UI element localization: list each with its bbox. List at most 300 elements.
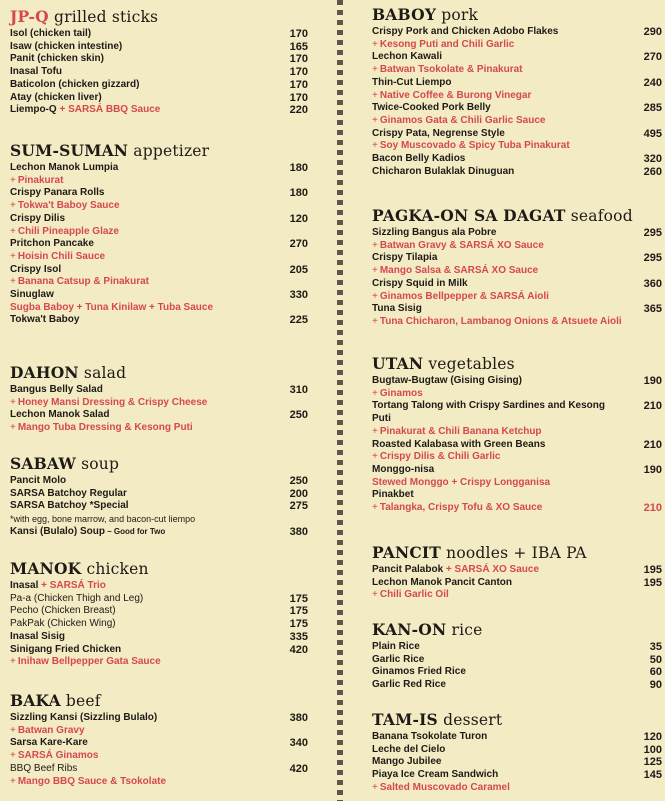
menu-item-name: Sinuglaw bbox=[10, 289, 54, 301]
menu-item-name: Twice-Cooked Pork Belly bbox=[372, 102, 491, 114]
menu-item-name: BBQ Beef Ribs bbox=[10, 762, 78, 774]
menu-item-sauce: + SARSÁ Trio bbox=[41, 580, 106, 591]
note-text: Honey Mansi Dressing & Crispy Cheese bbox=[17, 396, 208, 408]
menu-section-sumsuman bbox=[10, 142, 308, 327]
section-subtitle: seafood bbox=[565, 207, 633, 225]
plus-sign: + bbox=[372, 38, 378, 50]
section-subtitle: vegetables bbox=[423, 355, 515, 373]
menu-item-price: 190 bbox=[643, 463, 662, 476]
menu-item-note bbox=[372, 589, 662, 602]
menu-item bbox=[10, 41, 308, 54]
plus-sign: + bbox=[10, 656, 16, 668]
menu-item-name: Sinigang Fried Chicken bbox=[10, 643, 122, 655]
menu-item-price: 365 bbox=[643, 303, 662, 316]
menu-item bbox=[10, 264, 308, 277]
menu-item-name: Garlic Red Rice bbox=[372, 679, 446, 691]
menu-item-variant: Regular bbox=[86, 487, 127, 499]
menu-item-price: 60 bbox=[649, 666, 662, 679]
menu-item-name: Mango Jubilee bbox=[372, 756, 442, 768]
note-text: Pinakurat bbox=[17, 174, 64, 186]
menu-item-name: SARSA Batchoy Regular bbox=[10, 487, 127, 499]
plus-sign: + bbox=[10, 750, 16, 762]
menu-item-price: 270 bbox=[643, 51, 662, 64]
menu-item-note bbox=[372, 451, 662, 464]
menu-item bbox=[372, 756, 662, 769]
note-text: Talangka, Crispy Tofu & XO Sauce bbox=[379, 502, 543, 514]
menu-item bbox=[10, 384, 308, 397]
menu-item bbox=[10, 92, 308, 105]
plus-sign: + bbox=[372, 315, 378, 327]
menu-item-price: 35 bbox=[649, 641, 662, 653]
menu-column-left bbox=[10, 0, 308, 801]
menu-item-note bbox=[372, 316, 662, 329]
note-text: Stewed Monggo + Crispy Longganisa bbox=[372, 476, 551, 488]
menu-item bbox=[372, 641, 662, 654]
note-text: Inihaw Bellpepper Gata Sauce bbox=[17, 656, 161, 668]
section-heading bbox=[10, 692, 308, 710]
plus-sign: + bbox=[372, 89, 378, 101]
menu-item bbox=[10, 187, 308, 200]
menu-item-price: 330 bbox=[289, 289, 308, 302]
menu-item bbox=[10, 28, 308, 41]
note-text: Tokwa't Baboy Sauce bbox=[17, 200, 120, 212]
menu-item-name: Banana Tsokolate Turon bbox=[372, 731, 488, 742]
section-title: KAN-ON bbox=[372, 620, 447, 639]
menu-item-note bbox=[372, 388, 662, 401]
menu-item-price: 120 bbox=[643, 731, 662, 743]
menu-item-name: Lechon Manok Lumpia bbox=[10, 162, 119, 173]
menu-item-price: 125 bbox=[643, 756, 662, 769]
menu-item-price: 195 bbox=[643, 564, 662, 576]
menu-item bbox=[10, 644, 308, 657]
menu-item-price: 250 bbox=[289, 409, 308, 422]
note-text: Batwan Gravy bbox=[17, 724, 85, 736]
menu-item-name: Piaya Ice Cream Sandwich bbox=[372, 769, 499, 781]
menu-item-sauce: + SARSÁ BBQ Sauce bbox=[59, 104, 161, 116]
menu-item-name: Tortang Talong with Crispy Sardines and Kesong Puti bbox=[372, 400, 605, 425]
menu-item bbox=[10, 66, 308, 79]
menu-item-note bbox=[10, 200, 308, 213]
menu-item-price: 250 bbox=[289, 475, 308, 487]
section-title: BAKA bbox=[10, 691, 61, 710]
menu-item-name: Pancit Palabok + SARSÁ XO Sauce bbox=[372, 564, 540, 575]
menu-item-price: 175 bbox=[289, 605, 308, 618]
menu-item-note bbox=[10, 276, 308, 289]
plus-sign: + bbox=[372, 502, 378, 514]
menu-item-name: Isaw (chicken intestine) bbox=[10, 40, 123, 52]
menu-item-name: Panit (chicken skin) bbox=[10, 53, 104, 65]
menu-item-name: Chicharon Bulaklak Dinuguan bbox=[372, 165, 515, 177]
menu-item-price: 270 bbox=[289, 238, 308, 251]
menu-item-price: 380 bbox=[289, 712, 308, 724]
section-title: PANCIT bbox=[372, 543, 442, 562]
menu-item bbox=[10, 314, 308, 327]
menu-item-note bbox=[372, 140, 662, 153]
menu-item-note bbox=[372, 115, 662, 128]
menu-item-name: Crispy Dilis bbox=[10, 212, 66, 224]
section-title: DAHON bbox=[10, 363, 79, 382]
menu-section-pancit bbox=[372, 544, 662, 602]
menu-item bbox=[372, 153, 662, 166]
menu-item bbox=[10, 737, 308, 750]
menu-item-price: 285 bbox=[643, 102, 662, 115]
menu-item-price: 175 bbox=[289, 618, 308, 631]
menu-item bbox=[10, 763, 308, 776]
note-text: Soy Muscovado & Spicy Tuba Pinakurat bbox=[379, 140, 570, 152]
menu-item-name: Inasal Sisig bbox=[10, 630, 66, 642]
menu-item bbox=[372, 375, 662, 388]
menu-item bbox=[372, 400, 662, 425]
note-text: Ginamos Gata & Chili Garlic Sauce bbox=[379, 114, 546, 126]
menu-item-name: Sizzling Kansi (Sizzling Bulalo) bbox=[10, 712, 158, 723]
section-subtitle: soup bbox=[75, 455, 120, 473]
menu-item bbox=[372, 278, 662, 291]
plus-sign: + bbox=[372, 140, 378, 152]
section-title: SABAW bbox=[10, 454, 76, 473]
menu-item bbox=[372, 166, 662, 179]
plus-sign: + bbox=[10, 276, 16, 288]
menu-item-note bbox=[372, 477, 662, 490]
plus-sign: + bbox=[372, 589, 378, 601]
menu-item-price: 190 bbox=[643, 375, 662, 387]
section-title: MANOK bbox=[10, 559, 82, 578]
note-text: Mango Tuba Dressing & Kesong Puti bbox=[17, 422, 193, 434]
section-title: BABOY bbox=[372, 5, 437, 24]
plus-sign: + bbox=[10, 724, 16, 736]
note-text: Ginamos bbox=[379, 387, 423, 399]
menu-item-price: 260 bbox=[643, 165, 662, 178]
section-subtitle: chicken bbox=[81, 560, 149, 578]
menu-item-serving: – Good for Two bbox=[105, 526, 166, 536]
menu-item-price: 195 bbox=[643, 576, 662, 589]
menu-item-price: 145 bbox=[643, 769, 662, 782]
menu-item-note bbox=[372, 39, 662, 52]
menu-item-price: 50 bbox=[649, 653, 662, 666]
section-heading bbox=[372, 207, 662, 225]
menu-item bbox=[10, 53, 308, 66]
menu-section-baboy bbox=[372, 6, 662, 178]
section-heading bbox=[372, 711, 662, 729]
note-text: Chili Pineapple Glaze bbox=[17, 225, 119, 237]
menu-item-note bbox=[10, 725, 308, 738]
note-text: Native Coffee & Burong Vinegar bbox=[379, 89, 532, 101]
menu-item-note bbox=[10, 251, 308, 264]
menu-item bbox=[10, 162, 308, 175]
menu-item-price: 180 bbox=[289, 162, 308, 174]
menu-item-price: 120 bbox=[289, 212, 308, 225]
menu-item bbox=[10, 580, 308, 593]
menu-item bbox=[10, 213, 308, 226]
menu-item-name: Isol (chicken tail) bbox=[10, 28, 92, 39]
menu-item bbox=[372, 666, 662, 679]
note-text: Hoisin Chili Sauce bbox=[17, 250, 106, 262]
menu-item-name: Crispy Pata, Negrense Style bbox=[372, 127, 505, 139]
menu-section-manok bbox=[10, 560, 308, 669]
menu-item bbox=[10, 104, 308, 117]
menu-item-name: Tuna Sisig bbox=[372, 303, 422, 315]
menu-item-price: 320 bbox=[643, 153, 662, 166]
menu-item-price: 210 bbox=[643, 400, 662, 413]
menu-item-price: 170 bbox=[289, 53, 308, 66]
menu-item-price: 335 bbox=[289, 630, 308, 643]
menu-item-price: 240 bbox=[643, 76, 662, 89]
menu-item-name: Garlic Rice bbox=[372, 653, 425, 665]
menu-item-name: Lechon Manok Salad bbox=[10, 409, 110, 421]
menu-item-price: 495 bbox=[643, 127, 662, 140]
menu-item-name: Sarsa Kare-Kare bbox=[10, 737, 88, 749]
menu-item bbox=[372, 769, 662, 782]
plus-sign: + bbox=[372, 64, 378, 76]
note-text: Mango Salsa & SARSÁ XO Sauce bbox=[379, 265, 539, 277]
note-text: Pinakurat & Chili Banana Ketchup bbox=[379, 425, 542, 437]
menu-item bbox=[10, 289, 308, 302]
menu-item bbox=[372, 464, 662, 477]
section-subtitle: salad bbox=[78, 364, 127, 382]
menu-item-name: Liempo-Q + SARSÁ BBQ Sauce bbox=[10, 104, 161, 116]
menu-item-price: 420 bbox=[289, 643, 308, 656]
menu-item bbox=[372, 731, 662, 744]
menu-item-name: Inasal Tofu bbox=[10, 66, 63, 78]
menu-item-note bbox=[10, 750, 308, 763]
plus-sign: + bbox=[10, 225, 16, 237]
menu-item bbox=[372, 26, 662, 39]
section-heading bbox=[372, 544, 662, 562]
menu-item-name: Baticolon (chicken gizzard) bbox=[10, 78, 140, 90]
menu-item bbox=[10, 618, 308, 631]
section-heading bbox=[372, 6, 662, 24]
menu-item bbox=[10, 409, 308, 422]
menu-section-baka bbox=[10, 692, 308, 788]
plus-sign: + bbox=[10, 174, 16, 186]
menu-item-note bbox=[372, 265, 662, 278]
menu-item-price: 210 bbox=[643, 502, 662, 515]
menu-item-price: 420 bbox=[289, 762, 308, 775]
note-text: SARSÁ Ginamos bbox=[17, 750, 99, 762]
menu-item-name: PakPak (Chicken Wing) bbox=[10, 618, 116, 630]
menu-item-note bbox=[372, 291, 662, 304]
section-title: TAM-IS bbox=[372, 710, 438, 729]
menu-item-price: 360 bbox=[643, 277, 662, 290]
menu-item bbox=[372, 577, 662, 590]
plus-sign: + bbox=[372, 239, 378, 251]
menu-item bbox=[10, 712, 308, 725]
section-subtitle: pork bbox=[436, 6, 479, 24]
section-heading bbox=[10, 455, 308, 473]
menu-item-name: Pa-a (Chicken Thigh and Leg) bbox=[10, 592, 144, 604]
section-heading bbox=[10, 8, 308, 26]
menu-item-price: 290 bbox=[643, 26, 662, 38]
menu-item-note bbox=[10, 302, 308, 315]
plus-sign: + bbox=[372, 451, 378, 463]
menu-item-name: Crispy Tilapia bbox=[372, 252, 438, 264]
menu-item-name: Thin-Cut Liempo bbox=[372, 76, 452, 88]
menu-item bbox=[372, 77, 662, 90]
note-text: Banana Catsup & Pinakurat bbox=[17, 276, 149, 288]
menu-item bbox=[372, 303, 662, 316]
section-title: UTAN bbox=[372, 354, 424, 373]
menu-item-note bbox=[10, 656, 308, 669]
note-text: Tuna Chicharon, Lambanog Onions & Atsuete Aioli bbox=[379, 315, 622, 327]
menu-item-name: Pancit Molo bbox=[10, 475, 67, 486]
menu-item-price: 225 bbox=[289, 314, 308, 327]
menu-item-note bbox=[372, 240, 662, 253]
menu-item-name: Kansi (Bulalo) Soup – Good for Two bbox=[10, 525, 166, 537]
menu-item-name: Atay (chicken liver) bbox=[10, 91, 102, 103]
menu-item-note bbox=[372, 64, 662, 77]
menu-item-note bbox=[372, 90, 662, 103]
menu-item-price: 180 bbox=[289, 187, 308, 200]
menu-item bbox=[372, 252, 662, 265]
menu-item-variant: *Special bbox=[86, 500, 129, 512]
menu-item-name: Crispy Pork and Chicken Adobo Flakes bbox=[372, 26, 559, 37]
menu-item-name: Pecho (Chicken Breast) bbox=[10, 605, 116, 617]
menu-item bbox=[10, 79, 308, 92]
menu-section-jpq bbox=[10, 8, 308, 117]
menu-item-name: Lechon Manok Pancit Canton bbox=[372, 576, 513, 588]
menu-item-name: Crispy Squid in Milk bbox=[372, 277, 468, 289]
menu-item bbox=[10, 605, 308, 618]
menu-item bbox=[10, 488, 308, 501]
menu-item-name: Roasted Kalabasa with Green Beans bbox=[372, 438, 546, 450]
section-heading bbox=[10, 560, 308, 578]
menu-item-name: Sizzling Bangus ala Pobre bbox=[372, 227, 497, 238]
menu-item-price: 295 bbox=[643, 252, 662, 265]
menu-item bbox=[372, 439, 662, 452]
menu-item-price: 200 bbox=[289, 487, 308, 500]
menu-section-pagkaon bbox=[372, 207, 662, 329]
menu-column-right bbox=[372, 0, 662, 801]
menu-item-note bbox=[10, 175, 308, 188]
plus-sign: + bbox=[10, 250, 16, 262]
menu-item-price: 170 bbox=[289, 91, 308, 104]
menu-item-price: 295 bbox=[643, 227, 662, 239]
menu-item-name: Ginamos Fried Rice bbox=[372, 666, 466, 678]
section-subtitle: grilled sticks bbox=[48, 8, 159, 26]
section-heading bbox=[10, 142, 308, 160]
note-text: Mango BBQ Sauce & Tsokolate bbox=[17, 775, 167, 787]
plus-sign: + bbox=[10, 200, 16, 212]
plus-sign: + bbox=[10, 396, 16, 408]
menu-item-name: Monggo-nisa bbox=[372, 463, 435, 475]
menu-section-sabaw bbox=[10, 455, 308, 539]
note-text: Chili Garlic Oil bbox=[379, 589, 449, 601]
plus-sign: + bbox=[372, 781, 378, 793]
menu-item-name: Bangus Belly Salad bbox=[10, 384, 103, 395]
section-subtitle: beef bbox=[60, 692, 101, 710]
menu-item bbox=[372, 51, 662, 64]
menu-item bbox=[10, 500, 308, 513]
menu-item-name: Bugtaw-Bugtaw (Gising Gising) bbox=[372, 375, 522, 386]
menu-item-name: Pinakbet bbox=[372, 489, 414, 501]
section-title: JP-Q bbox=[10, 7, 49, 26]
menu-item-name: Crispy Panara Rolls bbox=[10, 187, 105, 199]
section-title: SUM-SUMAN bbox=[10, 141, 129, 160]
menu-item-price: 380 bbox=[289, 525, 308, 538]
note-text: Ginamos Bellpepper & SARSÁ Aioli bbox=[379, 290, 549, 302]
plus-sign: + bbox=[372, 387, 378, 399]
menu-item-note bbox=[10, 422, 308, 435]
menu-item-name: Crispy Isol bbox=[10, 263, 62, 275]
plus-sign: + bbox=[372, 425, 378, 437]
note-text: Crispy Dilis & Chili Garlic bbox=[379, 451, 501, 463]
menu-item bbox=[372, 489, 662, 502]
menu-item-name: SARSA Batchoy *Special bbox=[10, 500, 129, 512]
menu-item-note bbox=[10, 397, 308, 410]
menu-item-price: 205 bbox=[289, 263, 308, 276]
menu-item-sauce: + SARSÁ XO Sauce bbox=[445, 564, 540, 575]
section-heading bbox=[372, 621, 662, 639]
menu-item-note bbox=[10, 226, 308, 239]
menu-item-note bbox=[372, 426, 662, 439]
menu-item-footnote: *with egg, bone marrow, and bacon-cut liempo bbox=[10, 514, 196, 525]
menu-item-price: 170 bbox=[289, 78, 308, 91]
menu-item-note bbox=[372, 502, 662, 515]
section-subtitle: noodles + IBA PA bbox=[441, 544, 587, 562]
menu-item-price: 170 bbox=[289, 66, 308, 79]
section-heading bbox=[372, 355, 662, 373]
menu-item-price: 175 bbox=[289, 592, 308, 605]
menu-item-price: 100 bbox=[643, 743, 662, 756]
menu-item bbox=[372, 679, 662, 692]
menu-section-utan bbox=[372, 355, 662, 515]
plus-sign: + bbox=[372, 265, 378, 277]
menu-item bbox=[10, 593, 308, 606]
menu-item-price: 220 bbox=[289, 104, 308, 117]
menu-item-name: Inasal + SARSÁ Trio bbox=[10, 580, 106, 591]
menu-item bbox=[372, 564, 662, 577]
menu-item-name: Plain Rice bbox=[372, 641, 420, 652]
note-text: Salted Muscovado Caramel bbox=[379, 781, 510, 793]
plus-sign: + bbox=[10, 422, 16, 434]
menu-item bbox=[372, 128, 662, 141]
plus-sign: + bbox=[372, 114, 378, 126]
note-text: Sugba Baboy + Tuna Kinilaw + Tuba Sauce bbox=[10, 301, 214, 313]
note-text: Kesong Puti and Chili Garlic bbox=[379, 38, 515, 50]
menu-item-price: 170 bbox=[289, 28, 308, 40]
section-subtitle: dessert bbox=[437, 711, 503, 729]
menu-item bbox=[10, 631, 308, 644]
menu-section-dahon bbox=[10, 364, 308, 435]
menu-item bbox=[372, 227, 662, 240]
menu-item-name: Tokwa't Baboy bbox=[10, 314, 80, 326]
plus-sign: + bbox=[10, 775, 16, 787]
menu-item bbox=[372, 654, 662, 667]
menu-section-kanon bbox=[372, 621, 662, 692]
menu-section-tamis bbox=[372, 711, 662, 795]
section-subtitle: appetizer bbox=[128, 142, 210, 160]
menu-item-name: Lechon Kawali bbox=[372, 51, 443, 63]
menu-item bbox=[10, 475, 308, 488]
menu-item-name: Pritchon Pancake bbox=[10, 238, 94, 250]
section-title: PAGKA-ON SA DAGAT bbox=[372, 206, 566, 225]
note-text: Batwan Gravy & SARSÁ XO Sauce bbox=[379, 239, 544, 251]
menu-item bbox=[372, 744, 662, 757]
menu-item bbox=[10, 238, 308, 251]
menu-item bbox=[372, 102, 662, 115]
note-text: Batwan Tsokolate & Pinakurat bbox=[379, 64, 523, 76]
menu-item-price: 90 bbox=[649, 679, 662, 692]
plus-sign: + bbox=[372, 290, 378, 302]
menu-item-price: 165 bbox=[289, 40, 308, 53]
section-subtitle: rice bbox=[446, 621, 483, 639]
menu-item-price: 310 bbox=[289, 384, 308, 396]
menu-item-price: 275 bbox=[289, 500, 308, 513]
menu-item bbox=[10, 526, 308, 539]
menu-item-price: 210 bbox=[643, 438, 662, 451]
menu-item-name: Bacon Belly Kadios bbox=[372, 153, 466, 165]
section-heading bbox=[10, 364, 308, 382]
menu-item-name: Leche del Cielo bbox=[372, 743, 446, 755]
